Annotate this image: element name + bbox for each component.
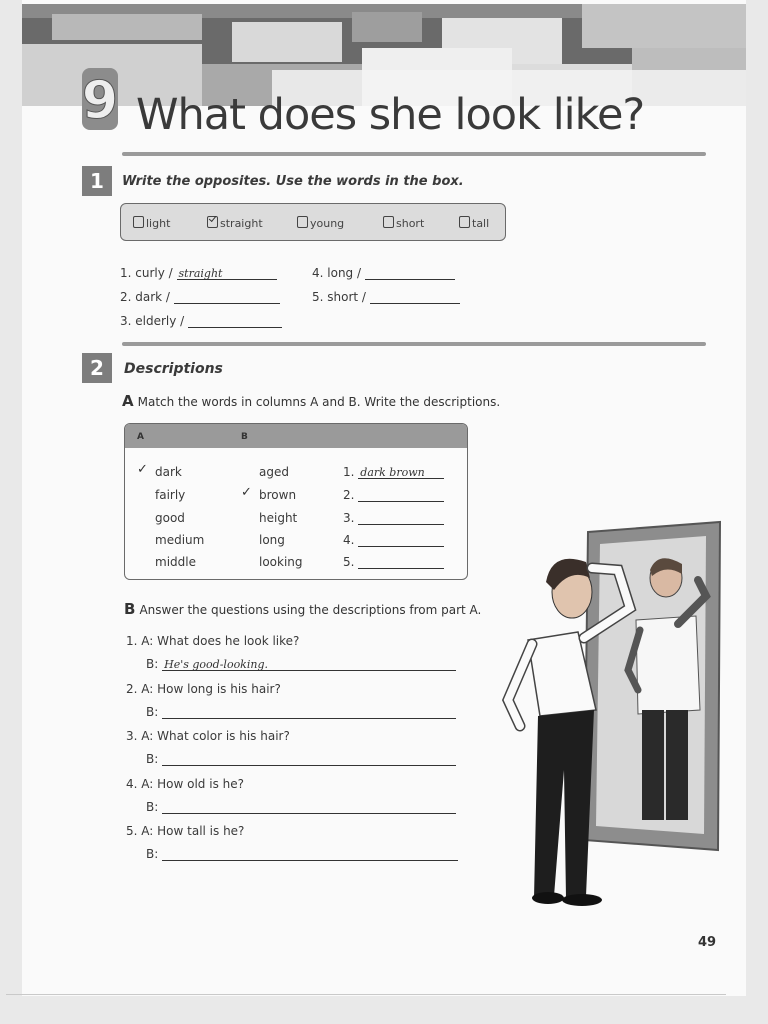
question: 5. A: How tall is he? xyxy=(126,824,245,838)
workbook-page xyxy=(22,0,746,996)
column-b-word: looking xyxy=(259,555,303,569)
column-a-header: A xyxy=(137,432,144,442)
column-b-word: long xyxy=(259,533,285,547)
answer-line: B: xyxy=(146,752,456,766)
unit-number-badge xyxy=(80,66,120,132)
word-box-item: straight xyxy=(207,216,263,230)
opposite-item: 4. long / xyxy=(312,266,455,280)
question: 3. A: What color is his hair? xyxy=(126,729,290,743)
word-box-item: tall xyxy=(459,216,489,230)
opposite-item: 5. short / xyxy=(312,290,460,304)
checkbox-icon[interactable] xyxy=(383,216,394,228)
answer-line: B: xyxy=(146,847,458,861)
opposite-item: 3. elderly / xyxy=(120,314,282,328)
description-line: 3. xyxy=(343,511,444,525)
word-box-item: short xyxy=(383,216,424,230)
checkbox-icon[interactable] xyxy=(459,216,470,228)
opposite-item: 1. curly / straight xyxy=(120,266,277,280)
answer-line: B: xyxy=(146,705,456,719)
part-a-instruction: A Match the words in columns A and B. Write the descriptions. xyxy=(122,392,501,410)
column-b-header: B xyxy=(241,432,248,442)
answer-blank[interactable] xyxy=(162,800,456,814)
column-b-word: brown xyxy=(259,488,297,502)
checkbox-icon[interactable] xyxy=(297,216,308,228)
answer-blank[interactable] xyxy=(162,752,456,766)
page-number: 49 xyxy=(698,935,717,950)
word-box-item: young xyxy=(297,216,344,230)
answer-blank[interactable]: dark brown xyxy=(358,465,444,479)
column-b-word: height xyxy=(259,511,298,525)
word-box xyxy=(120,203,506,241)
section-2-heading: Descriptions xyxy=(124,361,223,377)
answer-blank[interactable]: He's good-looking. xyxy=(162,657,456,671)
answer-blank[interactable] xyxy=(365,266,455,280)
section-divider xyxy=(122,342,706,346)
answer-blank[interactable] xyxy=(174,290,280,304)
answer-line: B: He's good-looking. xyxy=(146,657,456,671)
answer-blank[interactable] xyxy=(162,847,458,861)
question: 2. A: How long is his hair? xyxy=(126,682,281,696)
part-b-instruction: B Answer the questions using the descriptions from part A. xyxy=(124,600,482,618)
description-line: 4. xyxy=(343,533,444,547)
checkmark-icon: ✓ xyxy=(137,462,148,477)
word-box-item: light xyxy=(133,216,170,230)
unit-number: 9 xyxy=(81,71,119,131)
answer-blank[interactable] xyxy=(188,314,282,328)
answer-blank[interactable] xyxy=(358,488,444,502)
answer-blank[interactable] xyxy=(370,290,460,304)
opposite-item: 2. dark / xyxy=(120,290,280,304)
description-line: 1. dark brown xyxy=(343,465,444,479)
checked-checkbox-icon[interactable] xyxy=(207,216,218,228)
answer-blank[interactable] xyxy=(358,533,444,547)
page-edge-line xyxy=(6,994,726,995)
column-a-word: middle xyxy=(155,555,196,569)
man-mirror-illustration xyxy=(468,520,728,920)
answer-blank[interactable] xyxy=(358,511,444,525)
column-a-word: medium xyxy=(155,533,205,547)
section-1-number: 1 xyxy=(82,166,112,196)
section-1-heading: Write the opposites. Use the words in the box. xyxy=(122,174,464,189)
section-divider xyxy=(122,152,706,156)
answer-blank[interactable] xyxy=(358,555,444,569)
column-a-word: fairly xyxy=(155,488,186,502)
column-a-word: good xyxy=(155,511,185,525)
answer-blank[interactable]: straight xyxy=(177,266,277,280)
description-line: 2. xyxy=(343,488,444,502)
answer-blank[interactable] xyxy=(162,705,456,719)
column-b-word: aged xyxy=(259,465,289,479)
column-a-word: dark xyxy=(155,465,182,479)
question: 1. A: What does he look like? xyxy=(126,634,300,648)
question: 4. A: How old is he? xyxy=(126,777,244,791)
description-line: 5. xyxy=(343,555,444,569)
checkmark-icon: ✓ xyxy=(241,485,252,500)
section-2-number: 2 xyxy=(82,353,112,383)
page-title: What does she look like? xyxy=(136,90,645,140)
answer-line: B: xyxy=(146,800,456,814)
table-header xyxy=(125,424,467,448)
checkbox-icon[interactable] xyxy=(133,216,144,228)
matching-table xyxy=(124,423,468,580)
